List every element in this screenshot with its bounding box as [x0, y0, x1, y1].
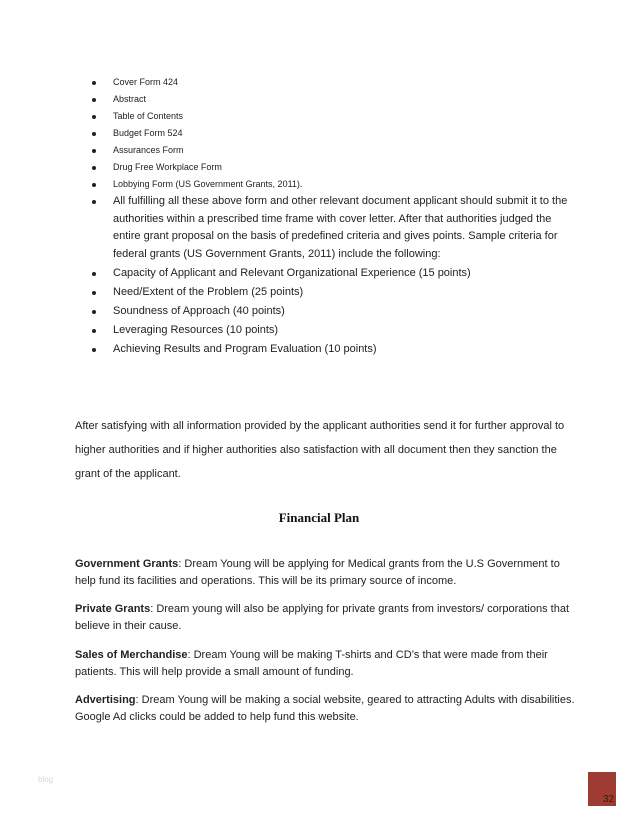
list-item: Capacity of Applicant and Relevant Organizational Experience (15 points) — [92, 265, 572, 283]
list-item: Budget Form 524 — [92, 125, 572, 142]
list-item: Cover Form 424 — [92, 74, 572, 91]
page-number: 32 — [603, 794, 615, 805]
bullet-list — [92, 74, 572, 360]
list-item: Achieving Results and Program Evaluation (10 points) — [92, 341, 572, 359]
list-item: Leveraging Resources (10 points) — [92, 322, 572, 340]
list-item: Abstract — [92, 91, 572, 108]
financial-plan-heading: Financial Plan — [278, 510, 360, 525]
section-text: : Dream Young will be making a social website, geared to attracting Adults with disabilities. Google Ad clicks could be added to help fund this website. — [75, 694, 575, 723]
list-item: All fulfilling all these above form and other relevant document applicant should submit it to the authorities within a prescribed time frame with cover letter. After that authorities judged the entire grant proposal on the basis of predefined criteria and gives points. Sample criteria for federal grants (US Government Grants, 2011) include the following: — [92, 193, 572, 263]
section-text: : Dream Young will be applying for Medical grants from the U.S Government to help fund its facilities and operations. This will be its primary source of income. — [75, 558, 560, 587]
list-item: Soundness of Approach (40 points) — [92, 303, 572, 321]
section-text: : Dream young will also be applying for private grants from investors/ corporations that believe in their cause. — [75, 603, 570, 632]
list-item: Drug Free Workplace Form — [92, 159, 572, 176]
section-text: : Dream Young will be making T-shirts and CD’s that were made from their patients. This will help provide a small amount of funding. — [75, 649, 548, 678]
government-grants-section — [75, 556, 575, 590]
footer-watermark-text: blog — [38, 775, 54, 784]
section-label: Private Grants — [75, 603, 151, 615]
private-grants-section — [75, 601, 575, 635]
section-label: Government Grants — [75, 558, 179, 570]
section-label: Advertising — [75, 694, 136, 706]
advertising-section — [75, 692, 575, 726]
list-item: Lobbying Form (US Government Grants, 2011). — [92, 176, 572, 193]
list-item: Table of Contents — [92, 108, 572, 125]
list-item: Assurances Form — [92, 142, 572, 159]
section-label: Sales of Merchandise — [75, 649, 188, 661]
sales-of-merchandise-section — [75, 647, 575, 681]
list-item: Need/Extent of the Problem (25 points) — [92, 284, 572, 302]
approval-paragraph: After satisfying with all information provided by the applicant authorities send it for further approval to higher authorities and if higher authorities also satisfaction with all document then they sanction the grant of the applicant. — [75, 420, 565, 480]
